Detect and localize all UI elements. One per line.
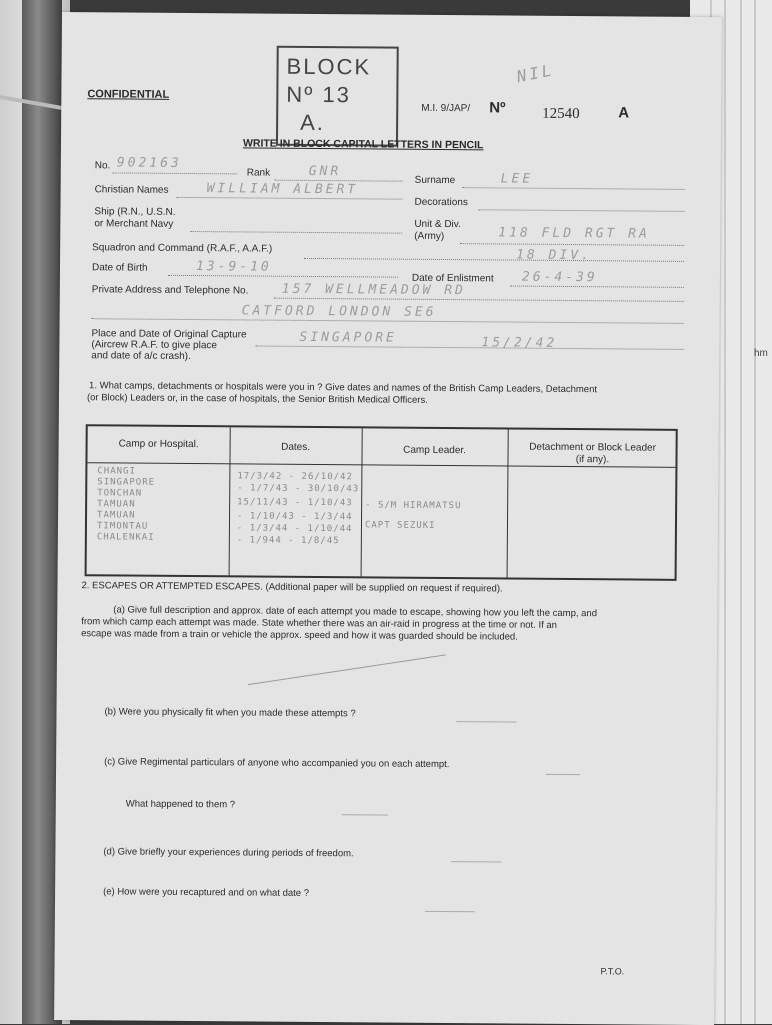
camp-dates: - 1/944 - 1/8/45 xyxy=(236,535,340,547)
question-2-title: 2. ESCAPES OR ATTEMPTED ESCAPES. (Additional paper will be supplied on request if required). xyxy=(81,580,503,595)
surname-value: LEE xyxy=(500,171,534,187)
dotted-line xyxy=(463,187,685,190)
unit-label: Unit & Div. xyxy=(414,218,461,231)
pencil-stroke xyxy=(456,721,516,722)
address-value: CATFORD LONDON SE6 xyxy=(241,303,437,320)
question-2b: (b) Were you physically fit when you made these attempts ? xyxy=(104,706,356,720)
dotted-line xyxy=(113,172,237,174)
camp-name: SINGAPORE xyxy=(97,477,156,488)
dob-label: Date of Birth xyxy=(91,262,148,274)
pencil-stroke xyxy=(425,911,475,912)
dotted-line xyxy=(190,231,402,234)
question-2d: (d) Give briefly your experiences during periods of freedom. xyxy=(103,846,354,860)
unit-label: (Army) xyxy=(414,230,445,243)
stamp-line: Nº 13 xyxy=(286,81,351,108)
question-2c-sub: What happened to them ? xyxy=(125,798,236,811)
camp-dates: - 1/7/43 - 30/10/43 xyxy=(237,483,360,495)
dotted-line xyxy=(460,243,684,246)
squadron-label: Squadron and Command (R.A.F., A.A.F.) xyxy=(92,242,273,255)
capture-label: Place and Date of Original Capture xyxy=(91,328,247,341)
question-2a-cont: escape was made from a train or vehicle the approx. speed and how it was guarded should be included. xyxy=(81,628,518,643)
ship-label: Ship (R.N., U.S.N. xyxy=(94,206,176,218)
back-sheet-text: hm xyxy=(754,348,768,359)
camp-name: CHALENKAI xyxy=(96,532,155,543)
column-header: Dates. xyxy=(281,441,311,453)
camp-name: TAMUAN xyxy=(97,510,136,521)
pencil-stroke xyxy=(451,861,501,862)
form-number-suffix: A xyxy=(618,104,630,122)
dotted-line xyxy=(255,346,683,350)
camp-dates: - 1/3/44 - 1/10/44 xyxy=(236,523,353,535)
sheet-edge xyxy=(740,0,742,1024)
question-1-cont: (or Block) Leaders or, in the case of hospitals, the Senior British Medical Officers. xyxy=(86,392,428,406)
dob-value: 13-9-10 xyxy=(195,259,272,275)
capture-label: (Aircrew R.A.F. to give place xyxy=(91,339,218,352)
dotted-line xyxy=(304,258,684,262)
surname-label: Surname xyxy=(414,174,456,187)
dotted-line xyxy=(168,275,398,278)
question-2a-cont: from which camp each attempt was made. State whether there was an air-raid in progress at the time or not. If an xyxy=(81,616,558,631)
column-header: Camp Leader. xyxy=(403,444,467,457)
capture-label: and date of a/c crash). xyxy=(91,350,191,363)
no-value: 902163 xyxy=(116,155,182,171)
rank-label: Rank xyxy=(246,167,271,179)
sheet-edge xyxy=(724,0,726,1024)
rank-value: GNR xyxy=(308,163,342,180)
address-value: 157 WELLMEADOW RD xyxy=(281,281,466,299)
camp-dates: 17/3/42 - 26/10/42 xyxy=(237,471,353,483)
camp-name: TONCHAN xyxy=(97,488,143,499)
camp-dates: - 1/10/43 - 1/3/44 xyxy=(237,511,353,523)
unit-value-division: 18 DIV. xyxy=(516,247,592,264)
camps-table xyxy=(85,424,678,581)
unit-value: 118 FLD RGT RA xyxy=(498,225,650,242)
question-2a: (a) Give full description and approx. date of each attempt you made to escape, showing how you left the camp, and xyxy=(113,604,598,620)
capture-place: SINGAPORE xyxy=(299,329,397,346)
ship-label: or Merchant Navy xyxy=(94,218,174,230)
column-header: Camp or Hospital. xyxy=(118,438,199,451)
stamp-line: BLOCK xyxy=(286,53,372,80)
pto-label: P.T.O. xyxy=(600,966,625,977)
number-label: Nº xyxy=(489,99,506,117)
dotted-line xyxy=(510,286,684,288)
form-instruction: WRITE IN BLOCK CAPITAL LETTERS IN PENCIL xyxy=(242,137,484,152)
address-label: Private Address and Telephone No. xyxy=(91,284,249,297)
enlistment-value: 26-4-39 xyxy=(521,269,598,286)
camp-leader: - S/M HIRAMATSU xyxy=(365,500,462,512)
question-2c: (c) Give Regimental particulars of anyone who accompanied you on each attempt. xyxy=(104,756,450,771)
question-2e: (e) How were you recaptured and on what date ? xyxy=(103,886,310,899)
dotted-line xyxy=(274,298,684,302)
block-stamp xyxy=(276,46,399,147)
question-1: 1. What camps, detachments or hospitals were you in ? Give dates and names of the British Camp Leaders, Detachment xyxy=(89,380,598,396)
dotted-line xyxy=(177,197,403,200)
decorations-label: Decorations xyxy=(414,196,468,209)
camp-name: TAMUAN xyxy=(97,499,136,510)
christian-names-label: Christian Names xyxy=(94,184,169,196)
form-number: 12540 xyxy=(542,105,580,123)
stamp-line: A. xyxy=(300,109,326,136)
pencil-stroke xyxy=(546,774,580,775)
camp-name: TIMONTAU xyxy=(96,521,149,532)
nil-mark: NIL xyxy=(515,60,556,87)
dotted-line xyxy=(478,209,684,212)
pencil-stroke xyxy=(342,814,388,815)
classification-label: CONFIDENTIAL xyxy=(87,88,170,101)
enlistment-label: Date of Enlistment xyxy=(411,272,494,285)
form-reference: M.I. 9/JAP/ xyxy=(421,102,471,115)
camp-dates: 15/11/43 - 1/10/43 xyxy=(237,497,353,509)
no-label: No. xyxy=(94,160,111,172)
pencil-stroke xyxy=(248,654,446,685)
camp-name: CHANGI xyxy=(97,466,136,477)
interrogation-form xyxy=(54,12,722,1025)
capture-date: 15/2/42 xyxy=(481,335,558,351)
sheet-edge xyxy=(754,0,756,1024)
camp-leader: CAPT SEZUKI xyxy=(364,520,436,531)
christian-names-value: WILLIAM ALBERT xyxy=(206,181,359,198)
column-header: Detachment or Block Leader (if any). xyxy=(529,441,656,466)
